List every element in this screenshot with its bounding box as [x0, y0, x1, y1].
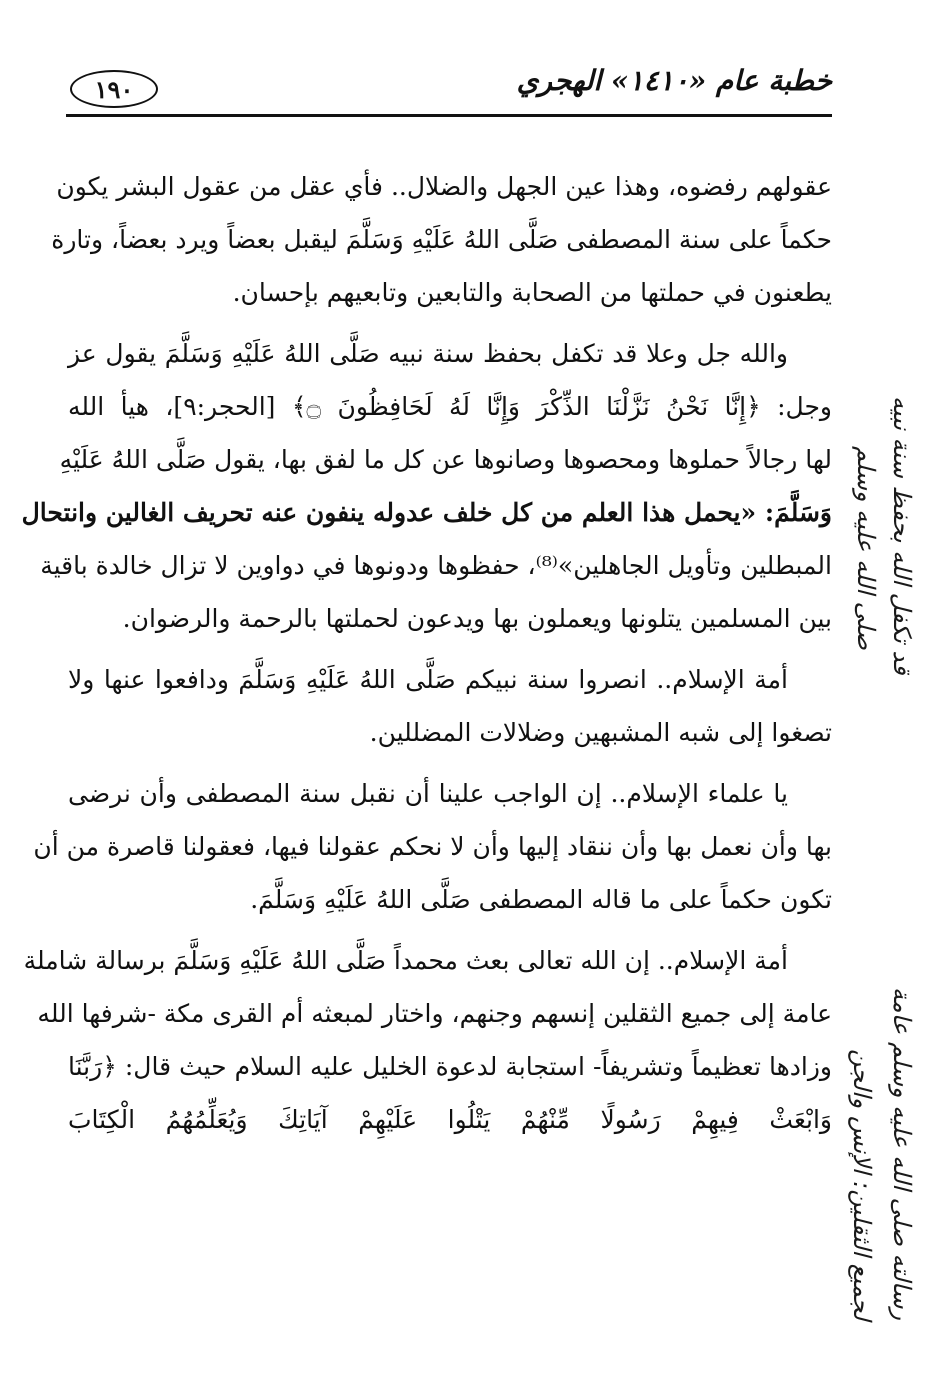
text-line: المبطلين وتأويل الجاهلين»⁽⁸⁾، حفظوها ودونوها في دواوين لا تزال خالدة باقية	[40, 551, 832, 580]
page-number: ١٩٠	[70, 70, 158, 108]
body-text	[21, 160, 832, 1146]
text-line: عقولهم رفضوه، وهذا عين الجهل والضلال.. فأي عقل من عقول البشر يكون	[56, 172, 832, 201]
margin-note: لجميع الثقلين: الإنس والجن	[848, 1048, 876, 1320]
text-line: والله جل وعلا قد تكفل بحفظ سنة نبيه صَلَّى اللهُ عَلَيْهِ وَسَلَّمَ يقول عز	[68, 339, 788, 368]
text-line: تصغوا إلى شبه المشبهين وضلالات المضللين.	[369, 718, 832, 747]
text-line: بها وأن نعمل بها وأن ننقاد إليها وأن لا نحكم عقولنا فيها، فعقولنا قاصرة من أن	[33, 832, 832, 861]
margin-note: قد تكفل الله بحفظ سنة نبيه	[888, 396, 916, 675]
header-rule	[66, 114, 832, 117]
margin-note: رسالته صلى الله عليه وسلم عامة	[888, 986, 916, 1320]
page-header	[66, 62, 832, 120]
running-title: خطبة عام «١٤١٠» الهجري	[516, 64, 832, 97]
text-line: لها رجالاً حملوها ومحصوها وصانوها عن كل ما لفق بها، يقول صَلَّى اللهُ عَلَيْهِ	[59, 445, 832, 474]
margin-note: صلى الله عليه وسلم	[852, 446, 880, 650]
text-line: يا علماء الإسلام.. إن الواجب علينا أن نقبل سنة المصطفى وأن نرضى	[68, 779, 788, 808]
text-line: وَسَلَّمَ: «يحمل هذا العلم من كل خلف عدوله ينفون عنه تحريف الغالين وانتحال	[21, 498, 832, 527]
text-line: وجل: ﴿إِنَّا نَحْنُ نَزَّلْنَا الذِّكْرَ وَإِنَّا لَهُ لَحَافِظُونَ ۝﴾ [الحجر:٩]، هيأ الله	[68, 392, 832, 421]
text-line: عامة إلى جميع الثقلين إنسهم وجنهم، واختار لمبعثه أم القرى مكة -شرفها الله	[37, 999, 832, 1028]
text-line: وَابْعَثْ فِيهِمْ رَسُولًا مِّنْهُمْ يَتْلُوا عَلَيْهِمْ آيَاتِكَ وَيُعَلِّمُهُمُ الْكِتَابَ	[68, 1105, 832, 1134]
text-line: أمة الإسلام.. انصروا سنة نبيكم صَلَّى اللهُ عَلَيْهِ وَسَلَّمَ ودافعوا عنها ولا	[68, 665, 788, 694]
text-line: يطعنون في حملتها من الصحابة والتابعين وتابعيهم بإحسان.	[232, 278, 832, 307]
text-line: بين المسلمين يتلونها ويعملون بها ويدعون لحملتها بالرحمة والرضوان.	[122, 604, 832, 633]
text-line: وزادها تعظيماً وتشريفاً- استجابة لدعوة الخليل عليه السلام حيث قال: ﴿رَبَّنَا	[68, 1052, 832, 1081]
text-line: أمة الإسلام.. إن الله تعالى بعث محمداً صَلَّى اللهُ عَلَيْهِ وَسَلَّمَ برسالة شاملة	[23, 946, 788, 975]
text-line: حكماً على سنة المصطفى صَلَّى اللهُ عَلَيْهِ وَسَلَّمَ ليقبل بعضاً ويرد بعضاً، وتارة	[51, 225, 832, 254]
text-line: تكون حكماً على ما قاله المصطفى صَلَّى اللهُ عَلَيْهِ وَسَلَّمَ.	[250, 885, 832, 914]
